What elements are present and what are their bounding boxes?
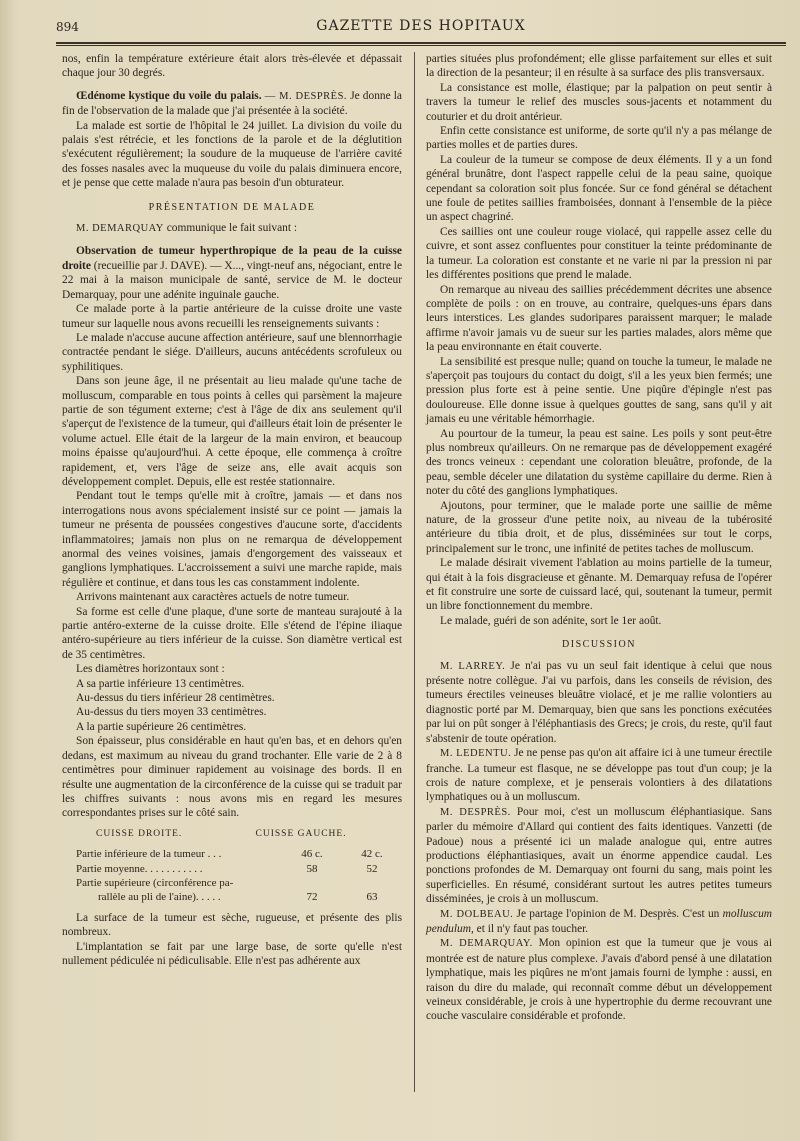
paragraph: La surface de la tumeur est sèche, rugueuse, et présente des plis nombreux. — [62, 911, 402, 939]
speaker: M. DESPRÈS. — [440, 806, 511, 818]
speaker: M. DOLBEAU. — [440, 908, 514, 920]
paragraph: M. DESPRÈS. Pour moi, c'est un molluscum éléphantiasique. Sans parler du mémoire d'Allard qui contient des faits identiques. Vanzetti (de Padoue) nous a présenté ici un malade analogue qui, entre autres productions éléphantiasiques, avait un énorme appendice caudal. Les ponctions profondes de M. Demarquay ont fourni du sang, mais point les superficielles. En résumé, considérant surtout les autres petites tumeurs disséminées, je crois à un molluscum. — [426, 805, 772, 906]
paragraph: parties situées plus profondément; elle glisse parfaitement sur elles et suit la direction de la pesanteur; il en résulte à sa surface des plis transversaux. — [426, 53, 772, 80]
paragraph: Le malade, guéri de son adénite, sort le 1er août. — [440, 614, 662, 627]
journal-title: GAZETTE DES HOPITAUX — [316, 18, 526, 34]
table-row: Partie inférieure de la tumeur . . . 46 c. 42 c. — [76, 848, 383, 861]
paragraph: Sa forme est celle d'une plaque, d'une sorte de manteau surajouté à la partie antéro-externe de la cuisse droite. Elle s'étend de l'épine iliaque antéro-supérieure au tiers inférieur de la cuisse. Son diamètre vertical est de 35 centimètres. — [62, 605, 402, 661]
right-column — [426, 52, 772, 1024]
paragraph: Ajoutons, pour terminer, que le malade porte une saillie de même nature, de la grosseur d'une petite noix, au niveau de la tubérosité antérieure du tibia droit, et de plus, disséminées sur tout le corps, principalement sur le tronc, une infinité de petites taches de molluscum. — [426, 499, 772, 555]
paragraph: Au pourtour de la tumeur, la peau est saine. Les poils y sont peut-être plus nombreux qu'ailleurs. On ne remarque pas de développement exagéré des troncs veineux : cependant une coloration bleuâtre, profonde, de la peau, semble déceler une dilatation du système capillaire du derme. Rien à noter du côté des ganglions lymphatiques. — [426, 427, 772, 498]
case-title: Observation de tumeur hyperthropique de la peau de la cuisse droite — [62, 245, 402, 272]
paragraph: M. DEMARQUAY. Mon opinion est que la tumeur que je vous ai montrée est de nature plus complexe. J'avais d'abord pensé à une dilatation lymphatique, mais les piqûres ne m'ont jamais fourni de lymphe : aussi, en raison du dire du malade, qui reconnaît comme début un développement veineux considérable, je crois à une hypertrophie du derme recouvrant une couche vasculaire considérable et profonde. — [426, 937, 772, 1023]
paragraph: L'implantation se fait par une large base, de sorte qu'elle n'est nullement pédiculée ni pédiculisable. Elle n'est pas adhérente aux — [62, 940, 402, 967]
paragraph: La couleur de la tumeur se compose de deux éléments. Il y a un fond général brunâtre, dont l'aspect rappelle celui de la peau saine, quoique cependant sa coloration soit plus foncée. Sur ce fond général se détachent une foule de petites saillies framboisées, donnant à l'ensemble de la pièce un aspect chagriné. — [426, 153, 772, 224]
speaker: M. DEMARQUAY. — [440, 938, 533, 950]
paragraph: M. LARREY. Je n'ai pas vu un seul fait identique à celui que nous présente notre collègue. J'ai vu parfois, dans les conseils de révision, des tumeurs érectiles veineuses bleuâtre violacé, et je me rallie volontiers au diagnostic porté par M. Demarquay, bien que sans les ponctions exécutées par lui on pût songer à l'éléphantiasis des Grecs; je crois, du reste, qu'il faut s'abstenir de toute opération. — [426, 659, 772, 745]
speaker: M. LARREY. — [440, 660, 506, 672]
table-header: CUISSE DROITE. — [96, 828, 183, 839]
table-row: Partie supérieure (circonférence pa- — [76, 876, 234, 889]
paragraph: Œdénome kystique du voile du palais. — M. DESPRÈS. Je donne la fin de l'observation de la malade que j'ai présentée à la société. — [62, 89, 402, 118]
paragraph: M. DEMARQUAY communique le fait suivant : — [76, 222, 298, 235]
paragraph: Enfin cette consistance est uniforme, de sorte qu'il n'y a pas mélange de parties molles et de parties dures. — [426, 125, 772, 152]
table-row: rallèle au pli de l'aine). . . . . 72 63 — [98, 891, 378, 904]
list-item: A la partie supérieure 26 centimètres. — [76, 720, 247, 733]
left-column — [62, 52, 402, 968]
paragraph: On remarque au niveau des saillies précédemment décrites une absence complète de poils : on en trouve, au contraire, quelques-uns épars dans leurs interstices. Les glandes sudoripares paraissent marquer; le malade affirme n'avoir jamais vu de sueur sur les parties malades, alors même que la peau environnante en était couverte. — [426, 283, 772, 354]
table-row: Partie moyenne. . . . . . . . . . . 58 52 — [76, 862, 378, 875]
paragraph: M. DOLBEAU. Je partage l'opinion de M. Desprès. C'est un molluscum pendulum, et il n'y faut pas toucher. — [426, 907, 772, 935]
speaker: — M. DESPRÈS. — [264, 90, 348, 102]
measurement-table — [62, 825, 402, 845]
paragraph: La sensibilité est presque nulle; quand on touche la tumeur, le malade ne s'aperçoit pas toujours du contact du doigt, s'il a les yeux bien fermés; une pression plus forte est à peine sentie. Une piqûre d'épingle n'est pas douloureuse. Elle donne issue à quelques gouttes de sang, sans qu'il y ait jamais eu une véritable hémorrhagie. — [426, 355, 772, 426]
section-heading: DISCUSSION — [562, 639, 636, 651]
section-heading: PRÉSENTATION DE MALADE — [148, 201, 316, 213]
paragraph: Son épaisseur, plus considérable en haut qu'en bas, et en dehors qu'en dedans, est maximum au niveau du grand trochanter. Elle varie de 2 à 8 centimètres pour diminuer rapidement au voisinage des bords. Il en résulte une augmentation de la circonférence de la cuisse qui se traduit par les chiffres suivants : nous avons mis en regard les mesures correspondantes prises sur le côté sain. — [62, 735, 402, 820]
paragraph: Le malade désirait vivement l'ablation au moins partielle de la tumeur, qui était à la fois disgracieuse et gênante. M. Demarquay refusa de l'opérer et fit construire une sorte de cuissard lacé, qui, soutenant la tumeur, permit un libre fonctionnement du membre. — [426, 557, 772, 613]
paragraph: Les diamètres horizontaux sont : — [76, 663, 225, 676]
case-title: Œdénome kystique du voile du palais. — [76, 89, 262, 102]
paragraph: La malade est sortie de l'hôpital le 24 juillet. La division du voile du palais s'est rétrécie, et les fonctions de la parole et de la déglutition s'exécutent régulièrement; la soudure de la muqueuse de l'arrière cavité des fosses nasales avec la muqueuse du voile du palais diminuera encore, et je pense que cette malade n'aura pas besoin d'un obturateur. — [62, 119, 402, 190]
speaker: M. DEMARQUAY — [76, 223, 164, 235]
paragraph: Arrivons maintenant aux caractères actuels de notre tumeur. — [76, 591, 350, 604]
list-item: A sa partie inférieure 13 centimètres. — [76, 677, 245, 690]
paragraph: Observation de tumeur hyperthropique de la peau de la cuisse droite (recueillie par J. DAVE). — X..., vingt-neuf ans, négociant, entre le 22 mai à la maison municipale de santé, service de M. le docteur Demarquay, pour une adénite inguinale gauche. — [62, 245, 402, 301]
paragraph: Ces saillies ont une couleur rouge violacé, qui rappelle assez celle du cuivre, et sont assez confluentes pour constituer la teinte prédominante de la tumeur. La coloration est constante et ne varie ni par la pression ni par les différentes positions que prend le malade. — [426, 225, 772, 282]
column-divider — [414, 52, 415, 1092]
list-item: Au-dessus du tiers moyen 33 centimètres. — [76, 706, 267, 719]
measurement-rows — [62, 847, 402, 905]
paragraph: Dans son jeune âge, il ne présentait au lieu malade qu'une tache de molluscum, comparable en tous points à celles qui parsèment la majeure partie de son tégument externe; c'est à l'âge de dix ans seulement qu'il s'aperçut de l'existence de la tumeur, qui d'ailleurs était loin de présenter le volume actuel. Elle était de la largeur de la main environ, et beaucoup moins épaisse qu'aujourd'hui. A cette époque, elle commença à croître rapidement, et, vers l'âge de seize ans, elle avait acquis son développement complet. Depuis, elle est restée stationnaire. — [62, 375, 403, 488]
paragraph: M. LEDENTU. Je ne pense pas qu'on ait affaire ici à une tumeur érectile franche. La tumeur est flasque, ne se développe pas tout d'un coup; je la crois de nature complexe, et je penserais volontiers à des dilatations lymphatiques ou à un molluscum. — [426, 747, 772, 804]
list-item: Au-dessus du tiers inférieur 28 centimètres. — [76, 692, 275, 705]
speaker: M. LEDENTU. — [440, 748, 512, 760]
page-number: 894 — [56, 20, 79, 34]
table-header: CUISSE GAUCHE. — [255, 828, 347, 839]
paragraph: nos, enfin la température extérieure était alors très-élevée et dépassait chaque jour 30 degrés. — [62, 53, 402, 80]
page-header — [56, 16, 786, 44]
paragraph: Pendant tout le temps qu'elle mit à croître, jamais — et dans nos interrogations nous avons spécialement insisté sur ce point — jamais la tumeur ne présenta de poussées congestives d'aucune sorte, d'accidents inflammatoires; jamais non plus on ne remarqua de développement anormal des veines voisines, jamais d'engorgement des vaisseaux et ganglions lymphatiques. L'accroissement a suivi une marche rapide, mais régulière et continue, et dans tous les cas constamment indolente. — [62, 490, 402, 589]
paragraph: La consistance est molle, élastique; par la palpation on peut sentir à travers la tumeur le relief des muscles sous-jacents et notamment du couturier et du droit antérieur. — [426, 81, 772, 123]
paragraph: Le malade n'accuse aucune affection antérieure, sauf une blennorrhagie contractée pendant le siége. D'ailleurs, aucuns antécédents scrofuleux ou syphilitiques. — [62, 331, 402, 373]
paragraph: Ce malade porte à la partie antérieure de la cuisse droite une vaste tumeur sur laquelle nous avons recueilli les renseignements suivants : — [62, 303, 402, 330]
header-rule — [56, 45, 786, 46]
